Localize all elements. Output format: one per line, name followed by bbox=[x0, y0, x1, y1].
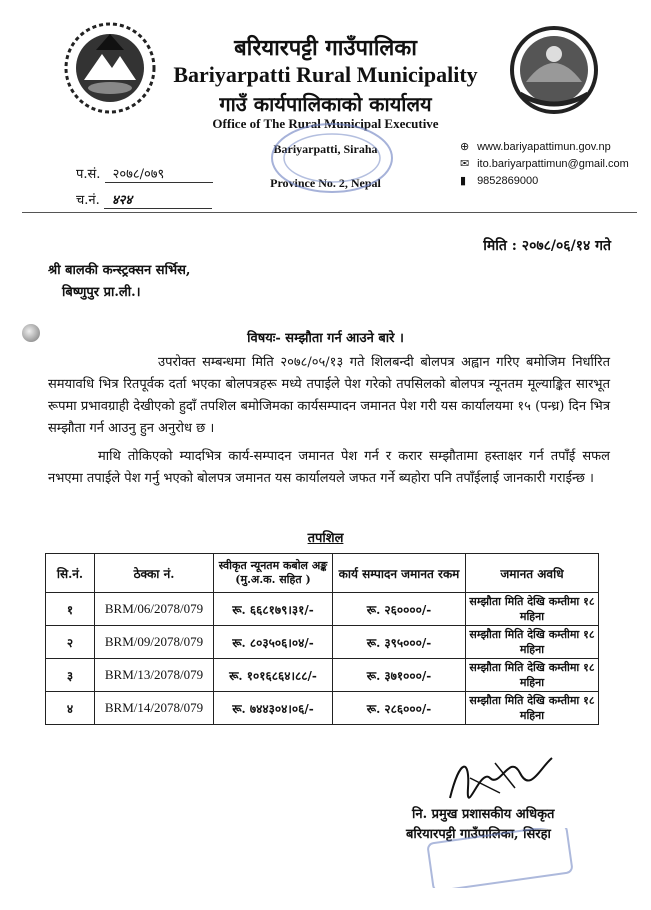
header-divider bbox=[22, 212, 637, 213]
ps-label: प.सं. bbox=[76, 167, 101, 182]
table-row bbox=[46, 692, 599, 725]
col-guarantee-period: जमानत अवधि bbox=[466, 554, 599, 593]
recipient-line-1: श्री बालकी कन्स्ट्रक्सन सर्भिस, bbox=[48, 263, 191, 278]
contract-table bbox=[45, 553, 599, 725]
letter-subject: विषयः- सम्झौता गर्न आउने बारे । bbox=[247, 331, 404, 346]
table-title: तपशिल bbox=[307, 531, 344, 546]
website-text: www.bariyapattimun.gov.np bbox=[477, 141, 611, 153]
email-icon: ✉ bbox=[460, 158, 470, 170]
cell-contract-no: BRM/13/2078/079 bbox=[95, 659, 214, 692]
cell-bid-amount: रू. १०१६८६४।८८/- bbox=[214, 659, 333, 692]
office-stamp bbox=[262, 118, 402, 198]
body-paragraph-1: उपरोक्त सम्बन्धमा मिति २०७८/०५/१३ गते शिलबन्दी बोलपत्र अह्वान गरिए बमोजिम निर्धारित समयावधि भित्र रितपूर्वक दर्ता भएका बोलपत्रहरू मध्ये तपाईले पेश गरेको तपसिलको बोलपत्र न्यूनतम मूल्याङ्कित सारभूत रूपमा प्रभावग्राही देखीएको हुदाँ तपशिल बमोजिमका कार्यसम्पादन जमानत पेश गरी यस कार्यालयमा १५ (पन्ध्र) दिन भित्र सम्झौता गर्न आउनु हुन अनुरोध छ । bbox=[48, 355, 610, 436]
cell-sn: ४ bbox=[46, 692, 95, 725]
email-text: ito.bariyarpattimun@gmail.com bbox=[477, 158, 629, 170]
cell-sn: ३ bbox=[46, 659, 95, 692]
cell-guarantee-period: सम्झौता मिति देखि कम्तीमा १८ महिना bbox=[466, 692, 599, 725]
contact-phone bbox=[460, 174, 538, 187]
cn-label: च.नं. bbox=[76, 193, 100, 208]
cell-guarantee-period: सम्झौता मिति देखि कम्तीमा १८ महिना bbox=[466, 659, 599, 692]
cell-contract-no: BRM/06/2078/079 bbox=[95, 593, 214, 626]
col-sn: सि.नं. bbox=[46, 554, 95, 593]
phone-text: 9852869000 bbox=[477, 175, 539, 187]
recipient-line-2: बिष्णुपुर प्रा.ली.। bbox=[62, 285, 141, 300]
ref-cn bbox=[76, 190, 212, 209]
cell-sn: १ bbox=[46, 593, 95, 626]
cell-guarantee-amount: रू. २६००००/- bbox=[333, 593, 466, 626]
cell-contract-no: BRM/09/2078/079 bbox=[95, 626, 214, 659]
col-bid-amount: स्वीकृत न्यूनतम कबोल अङ्क (मु.अ.क. सहित ) bbox=[214, 554, 333, 593]
cell-bid-amount: रू. ७४४३०४।०६/- bbox=[214, 692, 333, 725]
cn-value: ४२४ bbox=[104, 190, 212, 209]
cell-guarantee-amount: रू. २८६०००/- bbox=[333, 692, 466, 725]
body-paragraph-2: माथि तोकिएको म्यादभित्र कार्य-सम्पादन जमानत पेश गर्न र करार सम्झौतामा हस्ताक्षर गर्न तपाँई सफल नभएमा तपाईले पेश गर्नु भएको बोलपत्र जमानत यस कार्यालयले जफत गर्ने ब्यहोरा पनि तपाँईलाई जानकारी गराईन्छ । bbox=[48, 449, 610, 486]
municipality-name-en: Bariyarpatti Rural Municipality bbox=[173, 62, 478, 87]
col-contract-no: ठेक्का नं. bbox=[95, 554, 214, 593]
phone-icon: ▮ bbox=[460, 175, 467, 187]
table-row bbox=[46, 593, 599, 626]
cell-sn: २ bbox=[46, 626, 95, 659]
ref-ps bbox=[76, 164, 213, 183]
address-line-2: Province No. 2, Nepal bbox=[270, 176, 381, 190]
municipality-name-np: बरियारपट्टी गाउँपालिका bbox=[234, 35, 417, 61]
handwritten-signature bbox=[440, 748, 560, 808]
cell-guarantee-period: सम्झौता मिति देखि कम्तीमा १८ महिना bbox=[466, 626, 599, 659]
signatory-designation: नि. प्रमुख प्रशासकीय अधिकृत bbox=[412, 807, 555, 822]
cell-bid-amount: रू. ८०३५०६।०४/- bbox=[214, 626, 333, 659]
signatory-office: बरियारपट्टी गाउँपालिका, सिरहा bbox=[406, 827, 551, 842]
col-guarantee-amount: कार्य सम्पादन जमानत रकम bbox=[333, 554, 466, 593]
office-name-np: गाउँ कार्यपालिकाको कार्यालय bbox=[219, 92, 432, 116]
contact-website bbox=[460, 140, 611, 153]
address-line-1: Bariyarpatti, Siraha bbox=[273, 142, 378, 156]
cell-guarantee-period: सम्झौता मिति देखि कम्तीमा १८ महिना bbox=[466, 593, 599, 626]
cell-contract-no: BRM/14/2078/079 bbox=[95, 692, 214, 725]
office-name-en: Office of The Rural Municipal Executive bbox=[212, 116, 439, 131]
cell-bid-amount: रू. ६६८१७९।३१/- bbox=[214, 593, 333, 626]
contact-email bbox=[460, 157, 629, 170]
ps-value: २०७८/०७९ bbox=[105, 164, 213, 183]
table-row bbox=[46, 659, 599, 692]
table-header-row bbox=[46, 554, 599, 593]
globe-icon: ⊕ bbox=[460, 141, 470, 153]
cell-guarantee-amount: रू. ३९५०००/- bbox=[333, 626, 466, 659]
cell-guarantee-amount: रू. ३७१०००/- bbox=[333, 659, 466, 692]
signature-stamp bbox=[420, 828, 580, 888]
table-row bbox=[46, 626, 599, 659]
letter-date: मिति : २०७८/०६/१४ गते bbox=[483, 238, 611, 254]
